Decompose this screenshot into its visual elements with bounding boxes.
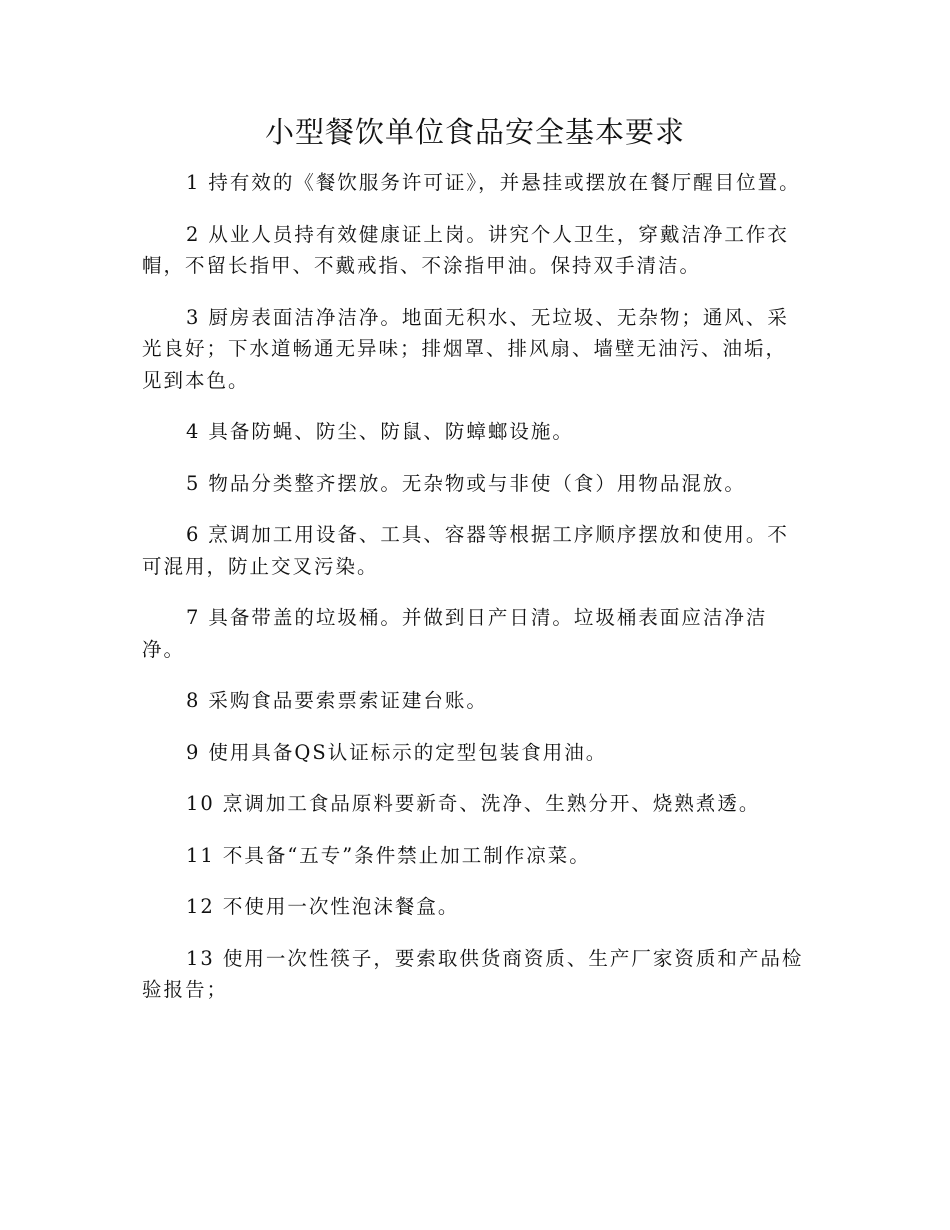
item-number: 6 (186, 523, 201, 546)
item-text: 烹调加工用设备、工具、容器等根据工序顺序摆放和使用。不可混用，防止交叉污染。 (142, 523, 789, 578)
list-item (142, 737, 808, 769)
item-text: 不使用一次性泡沫餐盒。 (222, 895, 460, 918)
list-item (142, 167, 808, 199)
page-title: 小型餐饮单位食品安全基本要求 (264, 115, 685, 149)
item-text: 具备防蝇、防尘、防鼠、防蟑螂设施。 (208, 420, 574, 443)
item-number: 7 (186, 606, 201, 629)
item-number: 1 (186, 171, 201, 194)
item-text: 不具备“五专”条件禁止加工制作凉菜。 (222, 843, 591, 867)
item-number: 9 (186, 740, 201, 764)
item-text: 使用一次性筷子，要索取供货商资质、生产厂家资质和产品检验报告； (142, 946, 804, 1001)
item-number: 2 (186, 222, 201, 246)
list-item (142, 602, 808, 665)
item-number: 8 (186, 689, 201, 712)
item-number: 4 (186, 420, 201, 443)
item-number: 10 (186, 792, 215, 815)
list-item (142, 468, 808, 500)
item-text: 持有效的《餐饮服务许可证》，并悬挂或摆放在餐厅醒目位置。 (208, 171, 801, 194)
item-number: 12 (186, 895, 215, 918)
list-item (142, 685, 808, 717)
list-item (142, 416, 808, 448)
item-text: 采购食品要索票索证建台账。 (208, 689, 488, 712)
item-number: 11 (186, 843, 215, 867)
item-text: 烹调加工食品原料要新奇、洗净、生熟分开、烧熟煮透。 (222, 792, 761, 815)
item-text: 从业人员持有效健康证上岗。讲究个人卫生，穿戴洁净工作衣帽，不留长指甲、不戴戒指、不涂指甲油。保持双手清洁。 (142, 222, 789, 277)
item-text: 使用具备QS认证标示的定型包装食用油。 (208, 740, 608, 764)
list-item (142, 788, 808, 820)
list-item (142, 302, 808, 397)
list-item (142, 219, 808, 282)
item-text: 物品分类整齐摆放。无杂物或与非使（食）用物品混放。 (208, 471, 746, 495)
item-text: 厨房表面洁净洁净。地面无积水、无垃圾、无杂物；通风、采光良好；下水道畅通无异味；排烟罩、排风扇、墙壁无油污、油垢，见到本色。 (142, 305, 789, 392)
item-number: 5 (186, 471, 201, 495)
list-item (142, 943, 808, 1006)
list-item (142, 891, 808, 923)
item-number: 3 (186, 305, 201, 329)
item-number: 13 (186, 946, 215, 970)
list-item (142, 519, 808, 582)
list-item (142, 840, 808, 872)
requirements-list (142, 167, 808, 1026)
item-text: 具备带盖的垃圾桶。并做到日产日清。垃圾桶表面应洁净洁净。 (142, 606, 768, 661)
